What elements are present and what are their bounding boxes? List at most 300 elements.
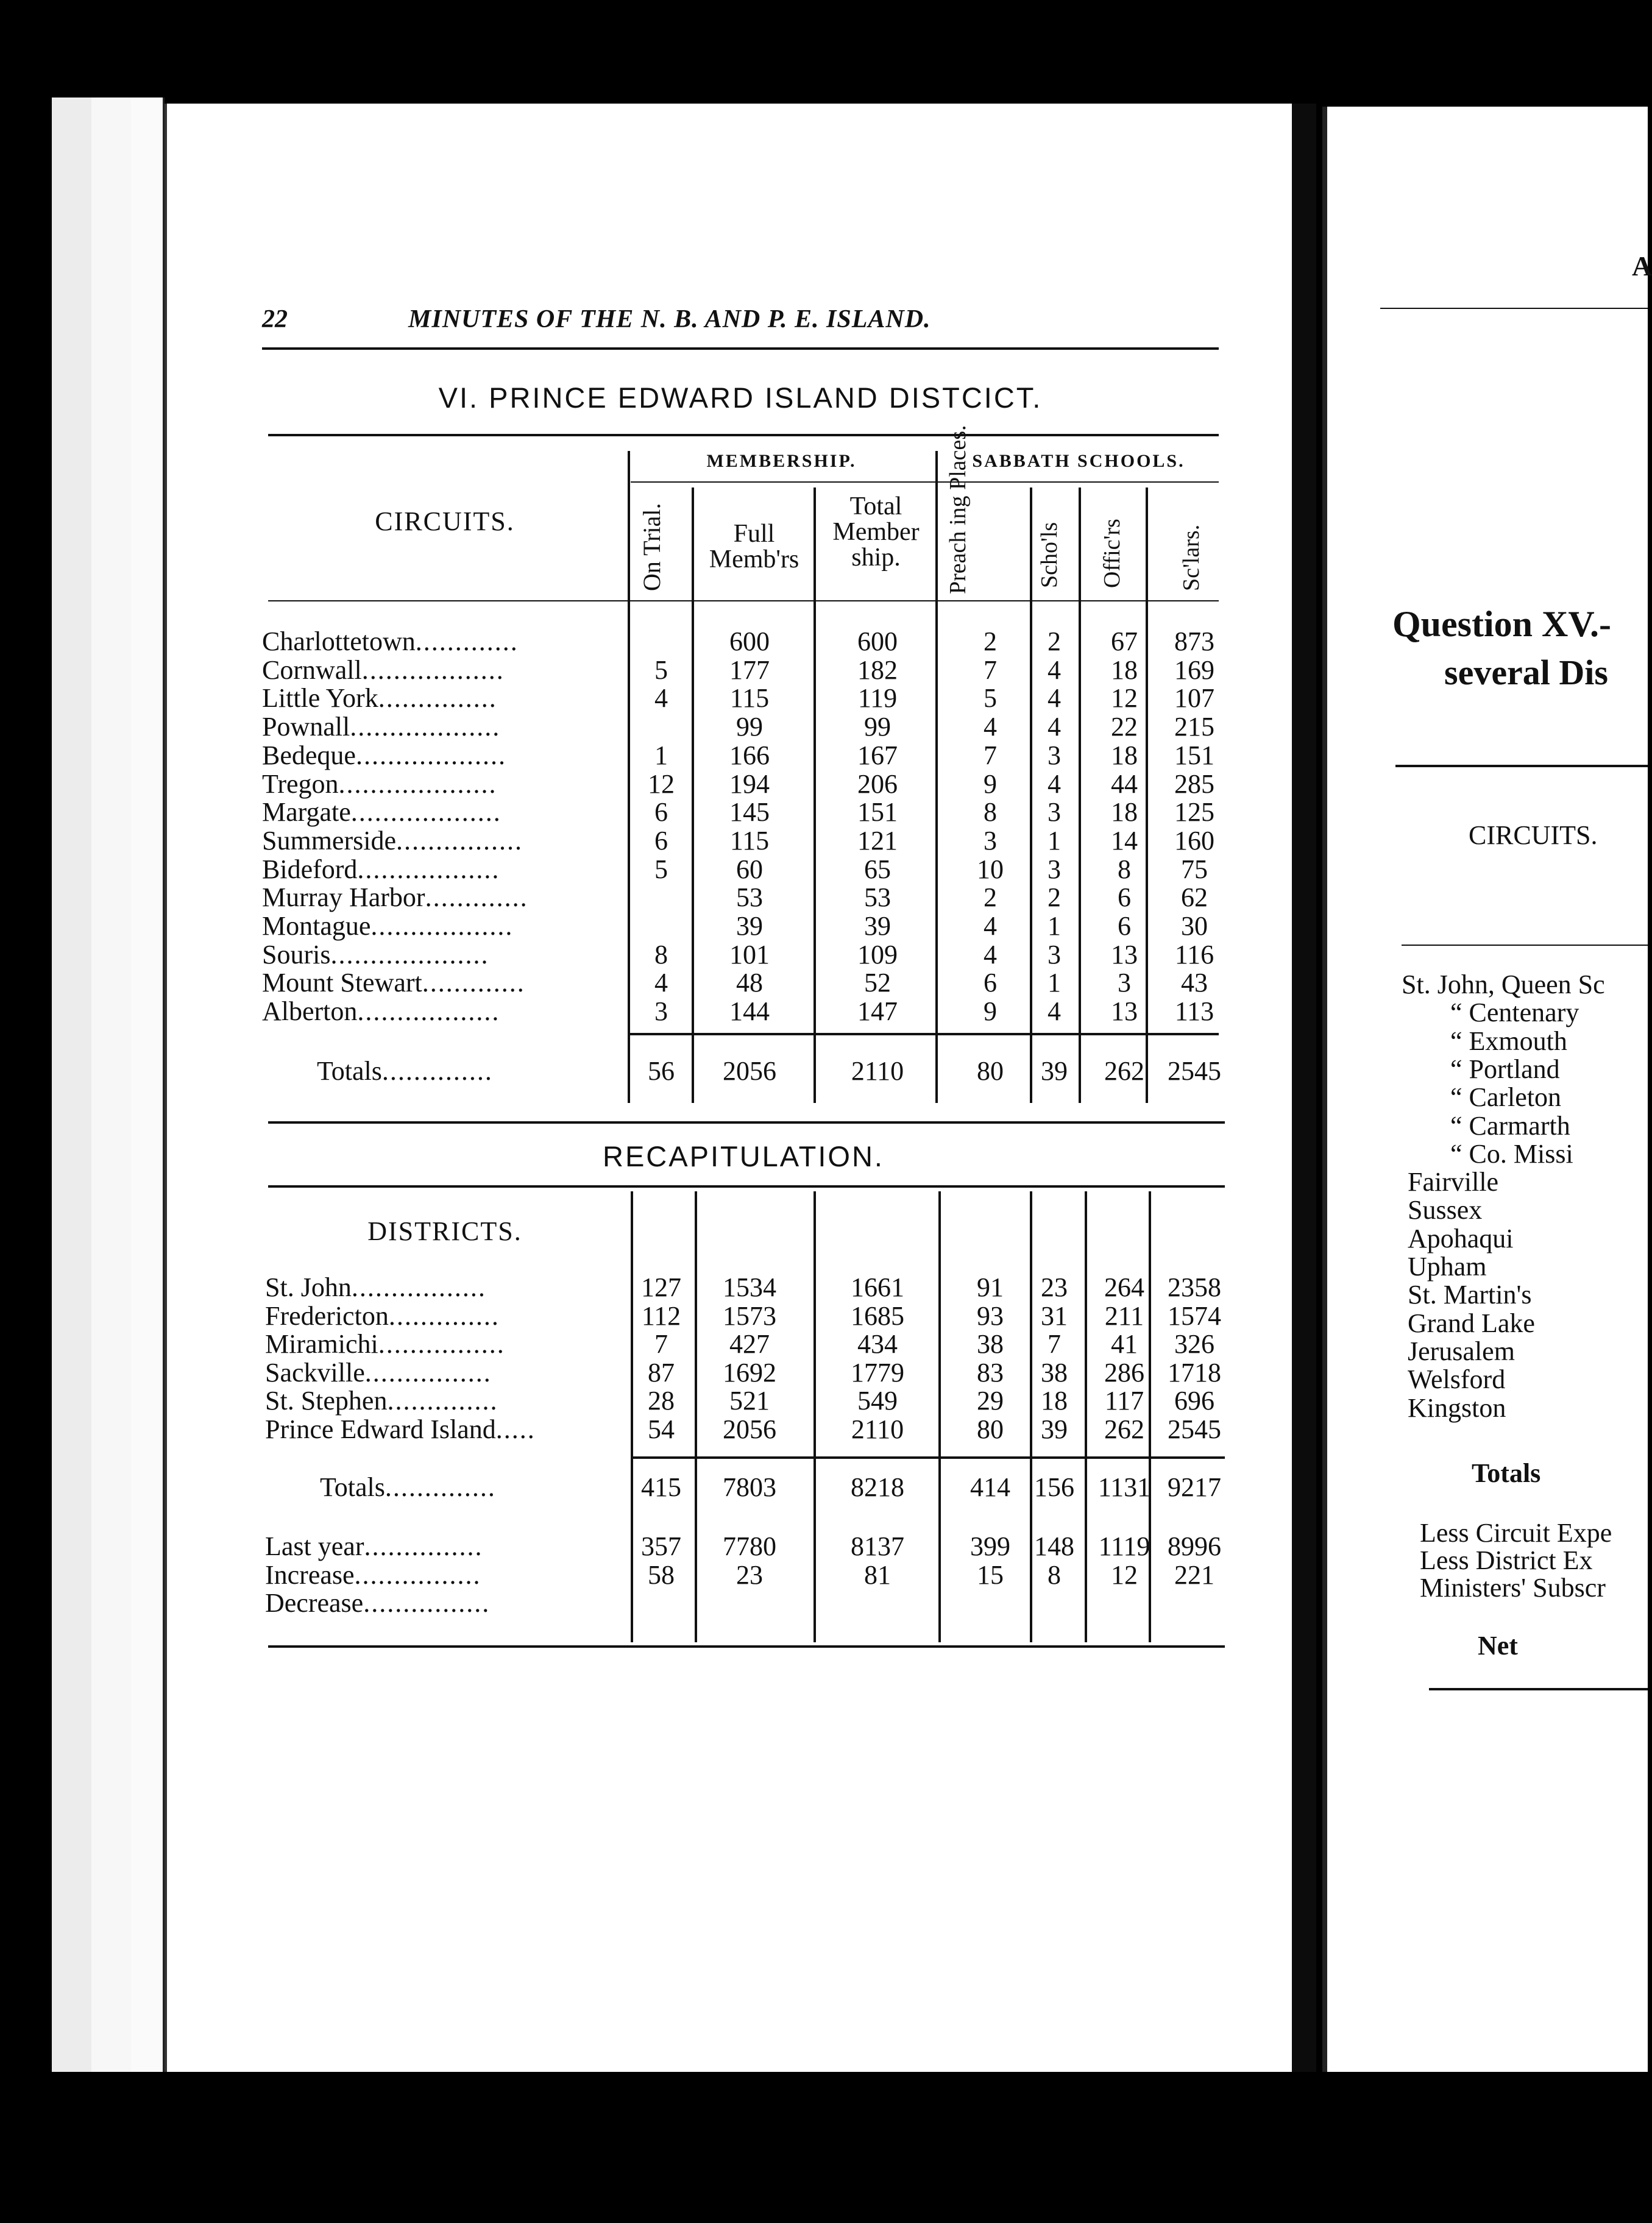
cell-full: 1534 [723,1272,776,1302]
right-question-line1: Question XV.- [1392,604,1611,644]
cell-full: 23 [736,1559,763,1590]
cell-scholars: 2545 [1168,1414,1221,1444]
cell-on-trial: 56 [648,1056,675,1086]
cell-total: 109 [857,939,898,970]
cell-scholars: 873 [1174,626,1214,656]
cell-officers: 12 [1111,683,1138,714]
right-rule-1 [1395,765,1648,767]
cell-schools: 3 [1048,854,1061,884]
officers-header: Offic'rs [1099,519,1125,588]
cell-officers: 286 [1104,1357,1144,1388]
cell-preaching: 3 [984,825,997,856]
cell-scholars: 285 [1174,768,1214,799]
cell-preaching: 5 [984,683,997,714]
row-name-text: Fredericton [265,1300,389,1331]
cell-full: 115 [729,825,770,856]
cell-preaching: 29 [977,1386,1004,1416]
cell-total: 1685 [851,1300,904,1331]
row-name [262,798,502,826]
cell-full: 48 [736,968,763,998]
cell-full: 39 [736,911,763,941]
cell-full: 144 [729,996,770,1027]
cell-preaching: 80 [977,1056,1004,1086]
cell-scholars: 107 [1174,683,1214,714]
cell-officers: 13 [1111,996,1138,1027]
cell-full: 101 [729,939,770,970]
cell-on-trial: 7 [654,1329,668,1359]
cell-scholars: 160 [1174,825,1214,856]
cell-officers: 22 [1111,712,1138,742]
cell-preaching: 9 [984,768,997,799]
cell-on-trial: 54 [648,1414,675,1444]
row-name-text: Decrease [265,1588,364,1618]
circuit-row [262,628,1225,656]
leader-dots: .............. [385,1472,496,1502]
cell-total: 119 [857,683,898,714]
cell-preaching: 8 [984,797,997,828]
cell-total: 121 [857,825,898,856]
cell-on-trial: 5 [654,854,668,884]
right-entry: Fairville [1408,1167,1499,1197]
right-entry: Jerusalem [1408,1336,1515,1366]
cell-full: 145 [729,797,770,828]
cell-schools: 1 [1048,825,1061,856]
cell-schools: 38 [1041,1357,1068,1388]
cell-schools: 1 [1048,911,1061,941]
comparison-row [262,1533,1225,1561]
cell-total: 2110 [851,1056,904,1086]
circuit-row [262,941,1225,969]
cell-scholars: 75 [1181,854,1208,884]
cell-schools: 23 [1041,1272,1068,1302]
book-gutter [1292,104,1316,2072]
cell-officers: 3 [1118,968,1131,998]
leader-dots: ................ [378,1329,505,1359]
row-name [320,1473,496,1502]
row-name-text: St. John [265,1272,352,1302]
right-rule-2 [1402,945,1648,946]
row-name [262,656,505,684]
right-less-line-3: Ministers' Subscr [1420,1573,1606,1603]
cell-schools: 4 [1048,654,1061,685]
circuit-row [262,798,1225,826]
cell-full: 7803 [723,1472,776,1502]
right-entry: “ Carmarth [1450,1110,1570,1141]
cell-preaching: 38 [977,1329,1004,1359]
right-question-line2: several Dis [1444,653,1608,692]
circuit-row [262,969,1225,997]
cell-schools: 4 [1048,996,1061,1027]
row-name-text: Sackville [265,1357,365,1388]
cell-officers: 6 [1118,911,1131,941]
cell-preaching: 2 [984,626,997,656]
circuit-row [262,656,1225,684]
cell-officers: 264 [1104,1272,1144,1302]
right-totals: Totals [1472,1458,1541,1488]
right-entry: “ Exmouth [1450,1026,1567,1056]
cell-officers: 41 [1111,1329,1138,1359]
cell-full: 7780 [723,1531,776,1561]
cell-on-trial: 28 [648,1386,675,1416]
cell-scholars: 696 [1174,1386,1214,1416]
membership-group-header: MEMBERSHIP. [706,451,857,471]
cell-full: 53 [736,882,763,913]
right-corner-letter: A [1632,250,1652,282]
leader-dots: ................... [350,797,502,828]
cell-on-trial: 6 [654,825,668,856]
cell-officers: 262 [1104,1056,1144,1086]
total-membership-header-line3: ship. [851,544,901,572]
running-head [262,305,1225,341]
right-less-line-2: Less District Ex [1420,1545,1593,1575]
row-name-text: Charlottetown [262,626,416,656]
row-name [265,1330,505,1358]
cell-preaching: 7 [984,654,997,685]
row-name [262,884,528,912]
leader-dots: ............. [415,626,519,656]
cell-full: 427 [729,1329,770,1359]
district-totals-row [262,1473,1225,1502]
right-entry: Upham [1408,1252,1487,1282]
cell-officers: 18 [1111,740,1138,770]
cell-total: 8218 [851,1472,904,1502]
full-members-header-line2: Memb'rs [709,545,799,573]
right-entry: St. Martin's [1408,1280,1532,1310]
row-name-text: Little York [262,683,378,714]
row-name-text: Cornwall [262,654,362,685]
cell-schools: 3 [1048,797,1061,828]
row-name-text: Totals [317,1056,382,1086]
row-name [262,770,497,798]
leader-dots: .............. [388,1300,500,1331]
cell-preaching: 4 [984,939,997,970]
cell-preaching: 399 [970,1531,1010,1561]
cell-preaching: 80 [977,1414,1004,1444]
cell-total: 434 [857,1329,898,1359]
row-name-text: Last year [265,1531,364,1561]
cell-scholars: 43 [1181,968,1208,998]
cell-schools: 31 [1041,1300,1068,1331]
cell-officers: 13 [1111,939,1138,970]
cell-scholars: 326 [1174,1329,1214,1359]
cell-full: 194 [729,768,770,799]
cell-full: 521 [729,1386,770,1416]
leader-dots: ................ [364,1357,492,1388]
row-name-text: Bideford [262,854,358,884]
on-trial-header: On Trial. [638,503,665,591]
cell-total: 206 [857,768,898,799]
leader-dots: .................... [338,768,497,799]
cell-officers: 8 [1118,854,1131,884]
cell-total: 99 [864,712,891,742]
cell-officers: 44 [1111,768,1138,799]
row-name [265,1274,486,1302]
cell-scholars: 169 [1174,654,1214,685]
cell-preaching: 15 [977,1559,1004,1590]
right-entry: Apohaqui [1408,1223,1514,1253]
cell-officers: 211 [1104,1300,1144,1331]
cell-on-trial: 4 [654,968,668,998]
cell-on-trial: 112 [641,1300,681,1331]
cell-officers: 67 [1111,626,1138,656]
leader-dots: ................ [354,1559,481,1590]
cell-preaching: 414 [970,1472,1010,1502]
cell-scholars: 62 [1181,882,1208,913]
leader-dots: ................... [355,740,506,770]
cell-total: 1779 [851,1357,904,1388]
cell-officers: 117 [1104,1386,1144,1416]
cell-full: 600 [729,626,770,656]
cell-preaching: 10 [977,854,1004,884]
leader-dots: .................. [357,854,500,884]
cell-schools: 148 [1034,1531,1074,1561]
row-name-text: Prince Edward Island [265,1414,496,1444]
cell-officers: 18 [1111,654,1138,685]
cell-preaching: 4 [984,911,997,941]
row-name-text: Totals [320,1472,385,1502]
total-membership-header-line1: Total [849,492,902,520]
circuit-row [262,884,1225,912]
circuit-row [262,856,1225,884]
row-name-text: Miramichi [265,1329,378,1359]
leader-dots: ................... [350,712,501,742]
cell-on-trial: 6 [654,797,668,828]
cell-officers: 18 [1111,797,1138,828]
cell-full: 1573 [723,1300,776,1331]
cell-full: 99 [736,712,763,742]
district-row [262,1330,1225,1358]
page-stack-edge-3 [131,98,165,2072]
row-name-text: Montague [262,911,371,941]
district-row [262,1302,1225,1330]
cell-schools: 2 [1048,626,1061,656]
cell-scholars: 151 [1174,740,1214,770]
page-number: 22 [262,305,288,333]
districts-column-header: DISTRICTS. [367,1216,522,1246]
cell-schools: 2 [1048,882,1061,913]
leader-dots: ................ [363,1588,491,1618]
row-name [262,998,500,1026]
district-row [262,1416,1225,1444]
leader-dots: ................ [395,825,523,856]
right-entry: Kingston [1408,1392,1506,1423]
row-name [262,713,500,741]
cell-on-trial: 357 [641,1531,681,1561]
cell-preaching: 6 [984,968,997,998]
row-name [265,1302,500,1330]
sabbath-schools-group-header: SABBATH SCHOOLS. [972,451,1185,471]
cell-full: 166 [729,740,770,770]
circuit-row [262,713,1225,741]
comparison-row [262,1589,1225,1617]
cell-preaching: 93 [977,1300,1004,1331]
full-members-header-line1: Full [733,520,775,548]
cell-scholars: 30 [1181,911,1208,941]
district-row [262,1387,1225,1415]
right-circuits-label: CIRCUITS. [1469,820,1598,850]
leader-dots: ............... [364,1531,483,1561]
cell-on-trial: 5 [654,654,668,685]
cell-scholars: 9217 [1168,1472,1221,1502]
cell-schools: 39 [1041,1414,1068,1444]
leader-dots: ............. [422,968,525,998]
cell-on-trial: 1 [654,740,668,770]
schools-header: Scho'ls [1037,522,1062,588]
cell-preaching: 91 [977,1272,1004,1302]
leader-dots: ..... [495,1414,536,1444]
cell-full: 2056 [723,1056,776,1086]
right-entry: Welsford [1408,1364,1506,1395]
cell-scholars: 1574 [1168,1300,1221,1331]
cell-total: 549 [857,1386,898,1416]
cell-total: 147 [857,996,898,1027]
cell-scholars: 113 [1174,996,1214,1027]
cell-on-trial: 4 [654,683,668,714]
cell-scholars: 116 [1174,939,1214,970]
row-name-text: Increase [265,1559,355,1590]
right-bottom-rule [1429,1688,1648,1690]
right-entry: “ Centenary [1450,998,1579,1028]
row-name-text: Summerside [262,825,396,856]
row-name [265,1589,490,1617]
leader-dots: ................. [351,1272,486,1302]
cell-schools: 3 [1048,939,1061,970]
row-name-text: Bedeque [262,740,356,770]
right-entry: Sussex [1408,1195,1483,1225]
cell-on-trial: 8 [654,939,668,970]
row-name [262,684,497,712]
cell-on-trial: 12 [648,768,675,799]
right-entry: “ Co. Missi [1450,1138,1573,1169]
cell-total: 39 [864,911,891,941]
cell-schools: 156 [1034,1472,1074,1502]
cell-on-trial: 127 [641,1272,681,1302]
cell-total: 600 [857,626,898,656]
cell-schools: 4 [1048,683,1061,714]
circuit-totals-row [262,1057,1225,1085]
row-name-text: Pownall [262,712,350,742]
leader-dots: .............. [387,1386,498,1416]
cell-total: 167 [857,740,898,770]
cell-scholars: 221 [1174,1559,1214,1590]
circuit-row [262,912,1225,940]
cell-scholars: 2545 [1168,1056,1221,1086]
row-name [262,912,513,940]
cell-total: 53 [864,882,891,913]
cell-officers: 262 [1104,1414,1144,1444]
row-name-text: Souris [262,939,331,970]
cell-total: 2110 [851,1414,904,1444]
row-name-text: Margate [262,797,351,828]
leader-dots: ............. [425,882,528,913]
cell-scholars: 215 [1174,712,1214,742]
cell-schools: 4 [1048,768,1061,799]
recapitulation-title: RECAPITULATION. [603,1140,884,1172]
cell-total: 65 [864,854,891,884]
row-name [265,1359,492,1387]
row-name [262,742,506,770]
cell-total: 81 [864,1559,891,1590]
row-name [317,1057,493,1085]
cell-preaching: 83 [977,1357,1004,1388]
cell-schools: 39 [1041,1056,1068,1086]
cell-scholars: 2358 [1168,1272,1221,1302]
row-name-text: Murray Harbor [262,882,425,913]
comparison-row [262,1561,1225,1589]
circuits-totals-rule [628,1033,1219,1035]
group-header-rule [631,481,1219,483]
cell-total: 1661 [851,1272,904,1302]
row-name-text: Mount Stewart [262,968,422,998]
row-name [262,856,500,884]
cell-schools: 1 [1048,968,1061,998]
leader-dots: .............. [381,1056,493,1086]
head-rule [262,347,1219,350]
right-entry: St. John, Queen Sc [1402,970,1605,999]
cell-schools: 18 [1041,1386,1068,1416]
row-name [265,1561,481,1589]
cell-full: 177 [729,654,770,685]
cell-total: 151 [857,797,898,828]
preaching-places-header: Preach ing Places. [945,425,971,594]
leader-dots: ............... [378,683,497,714]
row-name [265,1533,483,1561]
cell-on-trial: 87 [648,1357,675,1388]
leader-dots: .................. [370,911,514,941]
running-head-title: MINUTES OF THE N. B. AND P. E. ISLAND. [408,305,931,333]
cell-full: 115 [729,683,770,714]
cell-on-trial: 415 [641,1472,681,1502]
recap-top-rule [268,1185,1225,1188]
cell-preaching: 2 [984,882,997,913]
cell-full: 1692 [723,1357,776,1388]
right-entry: “ Carleton [1450,1082,1562,1113]
cell-schools: 4 [1048,712,1061,742]
cell-schools: 7 [1048,1329,1061,1359]
upper-table-bottom-rule [268,1121,1225,1124]
header-bottom-rule [268,600,1219,601]
row-name [262,827,523,855]
cell-full: 2056 [723,1414,776,1444]
leader-dots: .................. [361,654,505,685]
right-head-rule [1380,308,1648,309]
row-name-text: Alberton [262,996,358,1027]
cell-officers: 6 [1118,882,1131,913]
cell-scholars: 8996 [1168,1531,1221,1561]
total-membership-header-line2: Member [832,518,920,546]
row-name [262,941,489,969]
district-row [262,1274,1225,1302]
row-name [262,628,519,656]
cell-preaching: 9 [984,996,997,1027]
circuit-row [262,827,1225,855]
circuit-row [262,770,1225,798]
leader-dots: .................. [357,996,500,1027]
table-top-rule [268,434,1219,436]
cell-on-trial: 58 [648,1559,675,1590]
right-less-line-1: Less Circuit Expe [1420,1518,1612,1548]
circuit-row [262,998,1225,1026]
cell-schools: 8 [1048,1559,1061,1590]
cell-total: 8137 [851,1531,904,1561]
cell-total: 182 [857,654,898,685]
leader-dots: .................... [330,939,489,970]
row-name-text: St. Stephen [265,1386,388,1416]
row-name [265,1387,498,1415]
cell-officers: 1119 [1098,1531,1150,1561]
district-title: VI. PRINCE EDWARD ISLAND DISTCICT. [438,381,1043,414]
total-membership-header [817,494,935,570]
